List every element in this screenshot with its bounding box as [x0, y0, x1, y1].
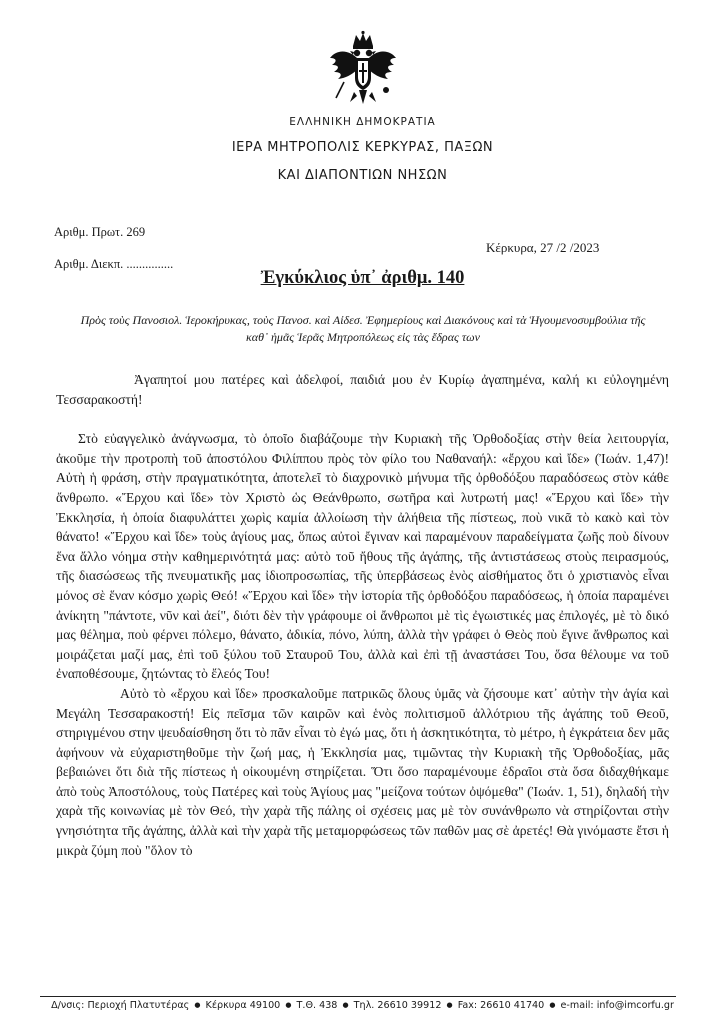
document-title: Ἐγκύκλιος ὑπ᾽ ἀριθμ. 140 — [260, 268, 465, 288]
bullet-icon: ● — [342, 1001, 349, 1009]
bullet-icon: ● — [194, 1001, 201, 1009]
issuer-islands: ΚΑΙ ΔΙΑΠΟΝΤΙΩΝ ΝΗΣΩΝ — [277, 168, 448, 183]
footer-phone: Τηλ. 26610 39912 — [353, 1000, 442, 1011]
issuer-metropolis: ΙΕΡΑ ΜΗΤΡΟΠΟΛΙΣ ΚΕΡΚΥΡΑΣ, ΠΑΞΩΝ — [231, 140, 494, 155]
dispatch-number: Αριθμ. Διεκπ. ............... — [54, 257, 174, 271]
footer-address: Δ/νσις: Περιοχή Πλατυτέρας — [51, 1000, 190, 1011]
greeting-paragraph: Ἀγαπητοί μου πατέρες καὶ ἀδελφοί, παιδιά μου ἐν Κυρίῳ ἀγαπημένα, καλή κι εὐλογημένη Τεσσαρακοστή! — [56, 372, 669, 407]
recipients-line: Πρὸς τοὺς Πανοσιολ. Ἱεροκήρυκας, τοὺς Πανοσ. καὶ Αἰδεσ. Ἐφημερίους καὶ Διακόνους καὶ τὰ Ἡγουμενοσυμβούλια τῆς καθ᾽ ἡμᾶς Ἱερᾶς Μητροπόλεως εἰς τὰς ἕδρας των — [80, 313, 646, 344]
footer-contact — [0, 1000, 725, 1011]
footer-divider — [40, 996, 676, 997]
bullet-icon: ● — [446, 1001, 453, 1009]
footer-email: e-mail: info@imcorfu.gr — [560, 1000, 674, 1011]
footer-po-box: Τ.Θ. 438 — [296, 1000, 338, 1011]
bullet-icon: ● — [285, 1001, 292, 1009]
footer-postcode: Κέρκυρα 49100 — [205, 1000, 281, 1011]
bullet-icon: ● — [549, 1001, 556, 1009]
document-date: Κέρκυρα, 27 /2 /2023 — [486, 240, 600, 255]
letter-body — [56, 370, 669, 860]
body-paragraph: Στὸ εὐαγγελικὸ ἀνάγνωσμα, τὸ ὁποῖο διαβάζουμε τὴν Κυριακὴ τῆς Ὀρθοδοξίας στὴν θεία λειτουργία, ἀκοῦμε τὴν προτροπὴ τοῦ ἀποστόλου Φιλίππου πρὸς τὸν φίλο του Ναθαναήλ: «ἔρχου καὶ ἴδε» (Ἰωάν. 1,47)! Αὐτὴ ἡ φράση, στὴν πραγματικότητα, ἀποτελεῖ τὸ διαχρονικὸ μήνυμα τῆς ὀρθοδόξου παραδόσεως στὸν κάθε ἄνθρωπο. «Ἔρχου καὶ ἴδε» τὸν Χριστὸ ὡς Θεάνθρωπο, σωτῆρα καὶ λυτρωτή μας! «Ἔρχου καὶ ἴδε» τὴν Ἐκκλησία, ἡ ὁποία διαφυλάττει χωρὶς καμία ἀλλοίωση τὴν ἀλήθεια τῆς πίστεως, ποὺ νικᾶ τὸ κακὸ καὶ τὸν θάνατο! «Ἔρχου καὶ ἴδε» τοὺς ἁγίους μας, ὅπως αὐτοὶ ἔγιναν καὶ παραμένουν παραδείγματα ζωῆς ποὺ δίνουν ἕνα ἄλλο νόημα στὴν καθημερινότητά μας: αὐτὸ τοῦ ἤθους τῆς ἀγάπης, τῆς ἀντιστάσεως στοὺς πειρασμούς, τῆς διασώσεως τῆς πνευματικῆς μας ἰδιοπροσωπίας, τῆς ὑπερβάσεως ἑνὸς αἰσθήματος ὅτι ὁ χριστιανὸς εἶναι μόνος σὲ ἕναν κόσμο χωρὶς Θεό! «Ἔρχου καὶ ἴδε» τὴν ἱστορία τῆς ὀρθοδόξου παραδόσεως, ἡ ὁποία παραμένει ἀνίκητη "πάντοτε, νῦν καὶ ἀεί", διότι δὲν τὴν γράφουμε οἱ ἄνθρωποι μὲ τὶς ἐγωιστικές μας ἐπιλογές, μὲ τὸ δικό μας θέλημα, ποὺ φέρνει πόλεμο, θάνατο, ἀδικία, πόνο, λύπη, ἀλλὰ τὴν γράφει ὁ Θεὸς ποὺ ἔγινε ἄνθρωπος καὶ μοιράζεται μαζί μας, ἐπὶ τοῦ ξύλου τοῦ Σταυροῦ Του, ἀλλὰ καὶ ἐπὶ τῇ ἀναστάσει Του, ὅσα θέλουμε να τοῦ ἐναποθέσουμε, ζητώντας τὸ ἔλεός Του! — [56, 431, 669, 682]
double-headed-eagle-emblem — [326, 30, 400, 108]
footer-fax: Fax: 26610 41740 — [457, 1000, 545, 1011]
protocol-number: Αριθμ. Πρωτ. 269 — [54, 225, 146, 239]
issuer-country: ΕΛΛΗΝΙΚΗ ΔΗΜΟΚΡΑΤΙΑ — [289, 116, 436, 128]
body-paragraph: Αὐτὸ τὸ «ἔρχου καὶ ἴδε» προσκαλοῦμε πατρικῶς ὅλους ὑμᾶς νὰ ζήσουμε κατ᾽ αὐτὴν τὴν ἁγία καὶ Μεγάλη Τεσσαρακοστή! Εἰς πεῖσμα τῶν καιρῶν καὶ ἑνὸς πολιτισμοῦ ἀλλότριου τῆς ἀγάπης τοῦ Θεοῦ, στηριγμένου στην ψευδαίσθηση ὅτι τὸ πᾶν εἶναι τὸ ἐγώ μας, ὅτι ἡ ἀσκητικότητα, τὸ μέτρο, ἡ ἐγκράτεια δεν μᾶς ἀφήνουν νὰ εὐχαριστηθοῦμε τὴν ζωή μας, ἡ Ἐκκλησία μας, τιμῶντας τὴν Κυριακὴ τῆς Ὀρθοδοξίας, μᾶς βεβαιώνει ὅτι διὰ τῆς πίστεως ἡ οἰκουμένη στηρίζεται. Ὅτι ὅσο παραμένουμε ἑδραῖοι στὰ ὅσα διδαχθήκαμε ἀπὸ τοὺς Ἀποστόλους, τοὺς Πατέρες καὶ τοὺς Ἁγίους μας "μείζονα τούτων ὀψόμεθα" (Ἰωάν. 1, 51), δηλαδή τὴν χαρὰ τῆς κοινωνίας μὲ τὸν Θεό, τὴν χαρὰ τῆς πάλης οἱ σχέσεις μας μὲ τὸν συνάνθρωπο νὰ στηρίζονται στὴν γνησιότητα τῆς ἀγάπης, ἀλλὰ καὶ τὴν χαρὰ τῆς μεταμορφώσεως τῶν παθῶν μας σὲ ἀρετές! Θὰ γινόμαστε ἔτσι ἡ μικρὰ ζύμη ποὺ "ὅλον τὸ — [56, 685, 669, 858]
